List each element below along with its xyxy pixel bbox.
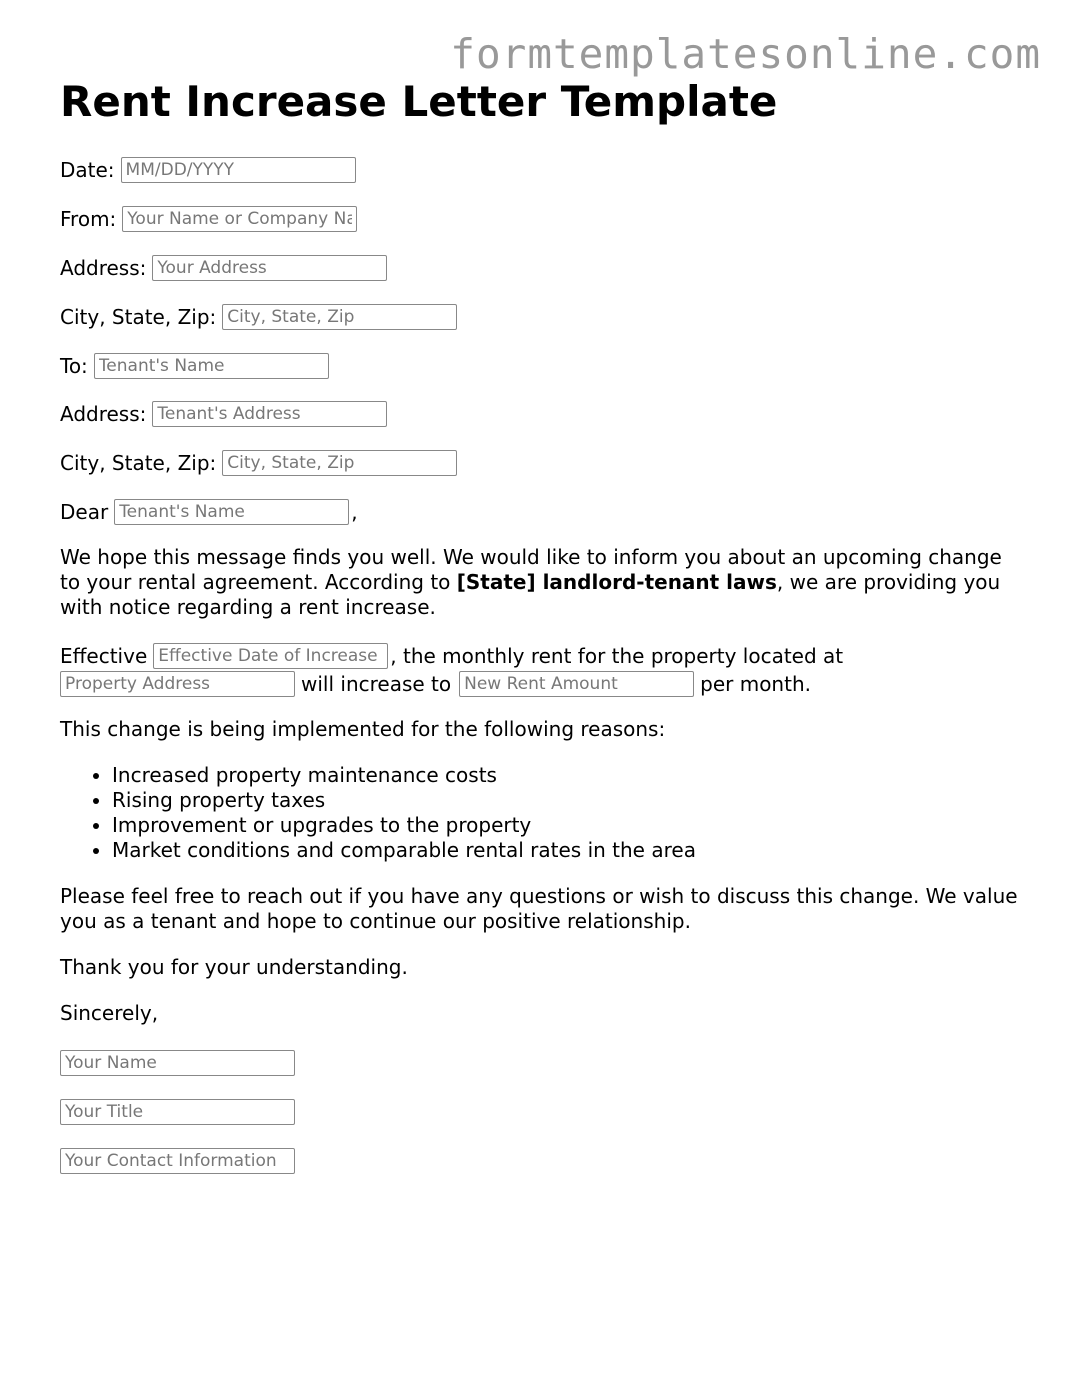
signature-title-row — [60, 1097, 297, 1125]
sender-city-row — [60, 302, 459, 330]
per-month-text: per month. — [700, 671, 811, 696]
intro-paragraph — [60, 545, 1020, 620]
salutation-prefix: Dear — [60, 499, 109, 524]
from-label: From: — [60, 206, 117, 231]
to-label: To: — [60, 353, 88, 378]
closing-paragraph: Please feel free to reach out if you have any questions or wish to discuss this change. We value you as a tenant and hope to continue our positive relationship. — [60, 884, 1018, 933]
effective-word: Effective — [60, 643, 148, 668]
list-item: • Increased property maintenance costs — [112, 763, 696, 788]
signoff-text: Sincerely, — [60, 1001, 159, 1025]
property-address-input[interactable] — [60, 671, 295, 697]
tenant-address-label: Address: — [60, 401, 147, 426]
sender-address-row — [60, 253, 389, 281]
effective-line-1 — [60, 641, 843, 669]
to-row — [60, 351, 331, 379]
intro-text-start: We hope this message finds you well. We would like to inform you about an upcoming change to your rental agreement. According to — [60, 545, 1002, 594]
effective-mid-text: , the monthly rent for the property located at — [390, 643, 844, 668]
reasons-intro: This change is being implemented for the following reasons: — [60, 717, 666, 741]
intro-bold-laws: [State] landlord-tenant laws — [456, 570, 777, 594]
effective-line-2 — [60, 669, 811, 697]
signature-contact-input[interactable] — [60, 1148, 295, 1174]
list-item: • Market conditions and comparable rental rates in the area — [112, 838, 696, 863]
tenant-city-label: City, State, Zip: — [60, 450, 217, 475]
from-row — [60, 204, 359, 232]
date-row — [60, 155, 358, 183]
sender-address-input[interactable] — [152, 255, 387, 281]
tenant-city-row — [60, 448, 459, 476]
tenant-address-input[interactable] — [152, 401, 387, 427]
signature-title-input[interactable] — [60, 1099, 295, 1125]
watermark: formtemplatesonline.com — [450, 30, 1041, 78]
new-rent-input[interactable] — [459, 671, 694, 697]
salutation-name-input[interactable] — [114, 499, 349, 525]
date-label: Date: — [60, 157, 115, 182]
letter-page — [60, 76, 1020, 1025]
sender-city-label: City, State, Zip: — [60, 304, 217, 329]
signature-name-input[interactable] — [60, 1050, 295, 1076]
sender-address-label: Address: — [60, 255, 147, 280]
thanks-text: Thank you for your understanding. — [60, 955, 408, 979]
list-item: • Rising property taxes — [112, 788, 696, 813]
effective-date-input[interactable] — [153, 643, 388, 669]
tenant-address-row — [60, 399, 389, 427]
intro-text-end: , we are providing you with notice regarding a rent increase. — [60, 570, 1001, 619]
salutation-row — [60, 497, 358, 525]
sender-city-input[interactable] — [222, 304, 457, 330]
tenant-city-input[interactable] — [222, 450, 457, 476]
signature-name-row — [60, 1048, 297, 1076]
from-input[interactable] — [122, 206, 357, 232]
date-input[interactable] — [121, 157, 356, 183]
signature-contact-row — [60, 1146, 297, 1174]
increase-text: will increase to — [301, 671, 452, 696]
list-item: • Improvement or upgrades to the property — [112, 813, 696, 838]
to-input[interactable] — [94, 353, 329, 379]
reasons-list — [60, 763, 696, 863]
page-title: Rent Increase Letter Template — [60, 77, 778, 126]
salutation-comma: , — [351, 499, 358, 524]
